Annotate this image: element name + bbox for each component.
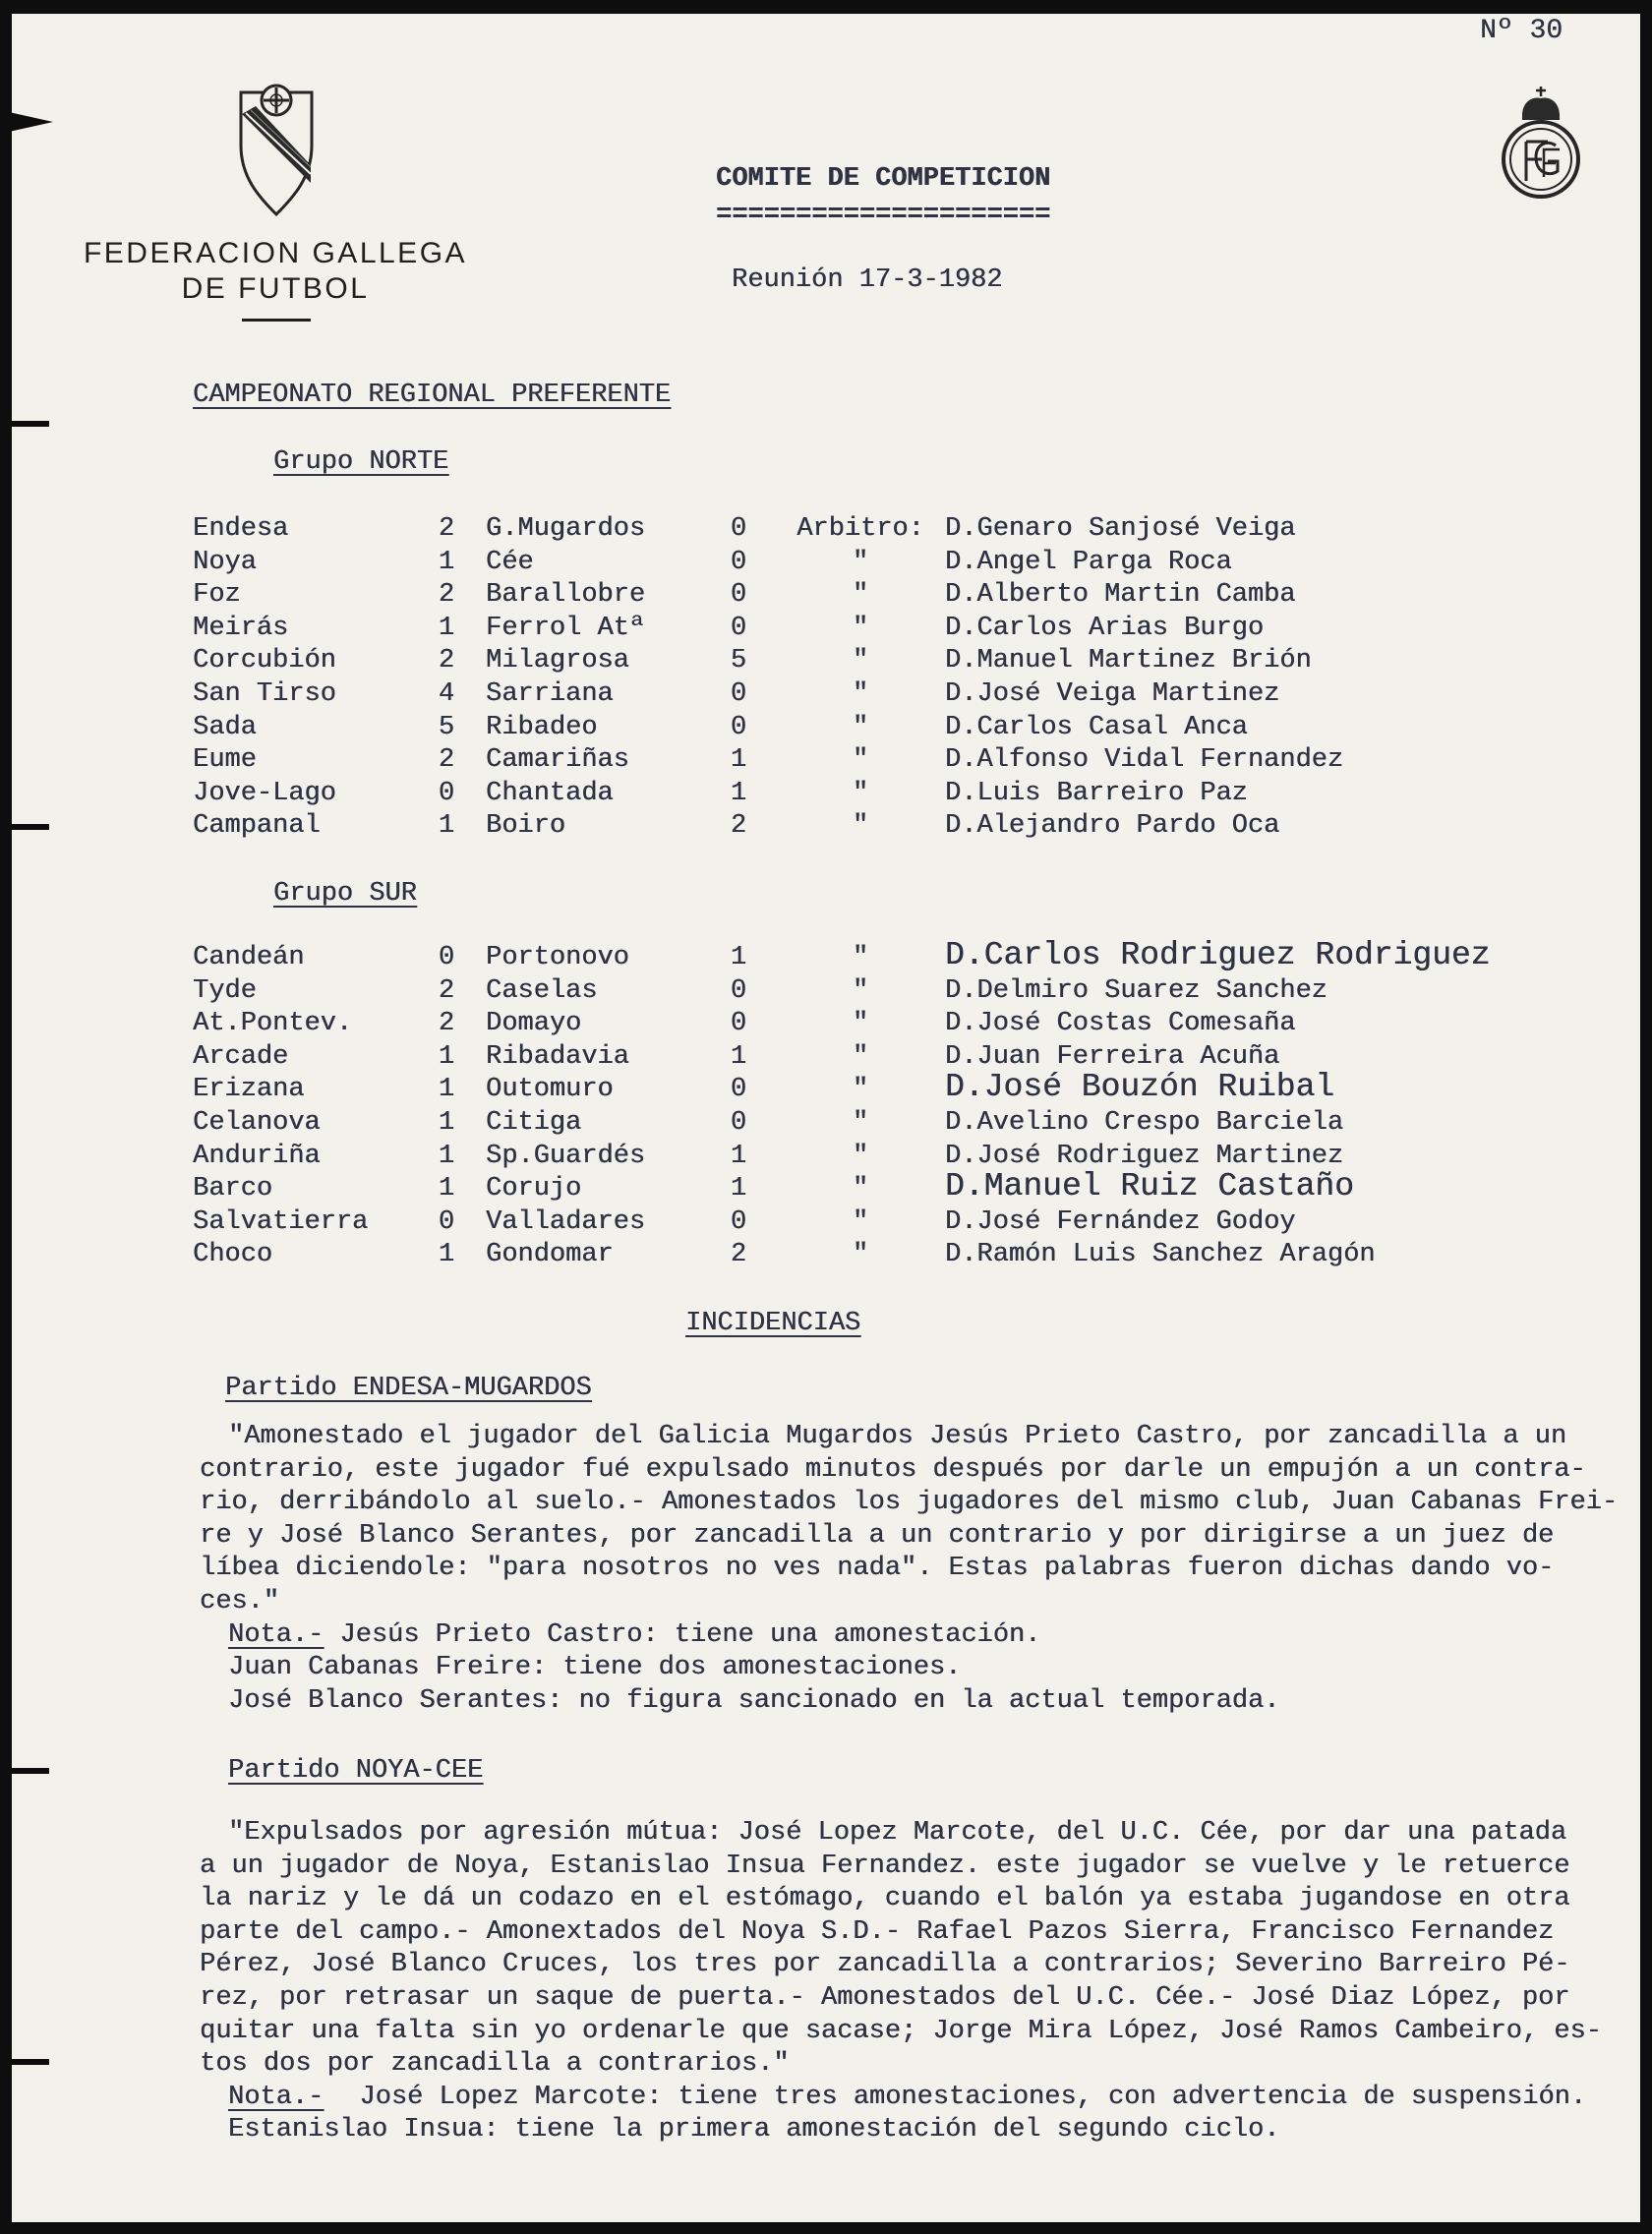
home-team: Jove-Lago bbox=[193, 778, 336, 808]
away-team: Barallobre bbox=[486, 580, 646, 611]
note-label: Nota.- bbox=[228, 1619, 324, 1650]
home-goals: 0 bbox=[438, 943, 455, 972]
referee-label: " bbox=[852, 547, 869, 577]
match-report-title: Partido ENDESA-MUGARDOS bbox=[225, 1374, 592, 1403]
home-team: Salvatierra bbox=[193, 1206, 369, 1237]
home-goals: 1 bbox=[438, 1174, 455, 1205]
away-team: Citiga bbox=[486, 1107, 582, 1138]
group-sur-heading: Grupo SUR bbox=[273, 879, 417, 909]
referee-name: D.Delmiro Suarez Sanchez bbox=[945, 975, 1328, 1006]
away-goals: 0 bbox=[730, 712, 747, 742]
referee-name: D.José Rodriguez Martinez bbox=[945, 1141, 1344, 1171]
referee-name: D.José Veiga Martinez bbox=[945, 678, 1280, 709]
referee-name: D.Carlos Rodriguez Rodriguez bbox=[945, 937, 1491, 973]
away-goals: 1 bbox=[730, 1141, 747, 1171]
group-sur-results bbox=[0, 937, 1652, 1272]
report-line: quitar una falta sin yo ordenarle que sacase; Jorge Mira López, José Ramos Cambeiro, es- bbox=[200, 2016, 1602, 2046]
note-text: José Blanco Serantes: no figura sancionado en la actual temporada. bbox=[228, 1685, 1280, 1716]
federation-name-line2: DE FUTBOL bbox=[181, 272, 370, 305]
referee-name: D.Luis Barreiro Paz bbox=[945, 778, 1248, 808]
referee-label: " bbox=[852, 1107, 869, 1138]
home-goals: 1 bbox=[438, 811, 455, 842]
referee-label: Arbitro: bbox=[796, 514, 924, 544]
federation-rule bbox=[242, 319, 311, 322]
note-text: José Lopez Marcote: tiene tres amonestaciones, con advertencia de suspensión. bbox=[359, 2082, 1587, 2112]
match-report-body bbox=[200, 1817, 1602, 2147]
referee-name: D.Manuel Martinez Brión bbox=[945, 646, 1312, 676]
report-line: Pérez, José Blanco Cruces, los tres por zancadilla a contrarios; Severino Barreiro Pé- bbox=[200, 1950, 1570, 1980]
home-goals: 2 bbox=[438, 514, 455, 544]
away-team: Chantada bbox=[486, 778, 614, 808]
away-goals: 0 bbox=[730, 678, 747, 709]
home-team: Sada bbox=[193, 712, 257, 742]
away-team: Camariñas bbox=[486, 745, 629, 776]
referee-label: " bbox=[852, 646, 869, 676]
referee-label: " bbox=[852, 975, 869, 1006]
home-goals: 2 bbox=[438, 1009, 455, 1039]
away-goals: 0 bbox=[730, 975, 747, 1006]
match-row bbox=[0, 613, 1652, 646]
referee-name: D.Avelino Crespo Barciela bbox=[945, 1107, 1344, 1138]
referee-name: D.Manuel Ruiz Castaño bbox=[945, 1168, 1354, 1205]
home-goals: 1 bbox=[438, 1075, 455, 1105]
away-goals: 0 bbox=[730, 1075, 747, 1105]
match-row bbox=[0, 1141, 1652, 1174]
away-team: Milagrosa bbox=[486, 646, 629, 676]
away-team: Domayo bbox=[486, 1009, 582, 1039]
home-team: At.Pontev. bbox=[193, 1009, 353, 1039]
home-goals: 2 bbox=[438, 646, 455, 676]
referee-name: D.Alberto Martin Camba bbox=[945, 580, 1296, 611]
referee-name: D.Alfonso Vidal Fernandez bbox=[945, 745, 1344, 776]
referee-name: D.José Fernández Godoy bbox=[945, 1206, 1296, 1237]
meeting-date: Reunión 17-3-1982 bbox=[732, 265, 1003, 295]
match-row bbox=[0, 744, 1652, 778]
match-row bbox=[0, 937, 1652, 975]
referee-label: " bbox=[852, 580, 869, 611]
match-row bbox=[0, 1008, 1652, 1041]
referee-label: " bbox=[852, 1141, 869, 1171]
away-team: Outomuro bbox=[486, 1075, 614, 1105]
home-team: Campanal bbox=[193, 811, 321, 842]
federation-name-line1: FEDERACION GALLEGA bbox=[83, 237, 468, 269]
incidents-heading: INCIDENCIAS bbox=[685, 1309, 861, 1338]
referee-label: " bbox=[852, 943, 869, 972]
match-row bbox=[0, 645, 1652, 678]
away-goals: 0 bbox=[730, 1107, 747, 1138]
away-team: Ferrol Atª bbox=[486, 613, 646, 643]
note-text: Juan Cabanas Freire: tiene dos amonestaciones. bbox=[228, 1653, 962, 1683]
home-goals: 2 bbox=[438, 580, 455, 611]
away-goals: 0 bbox=[730, 514, 747, 544]
binder-mark bbox=[0, 421, 49, 427]
match-report-body bbox=[200, 1421, 1618, 1718]
note-label: Nota.- bbox=[228, 2082, 324, 2112]
referee-label: " bbox=[852, 1009, 869, 1039]
crowned-emblem-icon bbox=[1499, 87, 1583, 201]
home-goals: 2 bbox=[438, 975, 455, 1006]
away-team: G.Mugardos bbox=[486, 514, 646, 544]
note-line bbox=[200, 2082, 1602, 2115]
away-goals: 0 bbox=[730, 613, 747, 643]
referee-label: " bbox=[852, 712, 869, 742]
home-team: Candeán bbox=[193, 943, 305, 972]
away-team: Portonovo bbox=[486, 943, 629, 972]
referee-label: " bbox=[852, 1240, 869, 1270]
match-row bbox=[0, 1107, 1652, 1141]
match-row bbox=[0, 1041, 1652, 1075]
match-row bbox=[0, 1206, 1652, 1240]
page-title: COMITE DE COMPETICION bbox=[716, 164, 1051, 194]
home-team: San Tirso bbox=[193, 678, 336, 709]
championship-heading: CAMPEONATO REGIONAL PREFERENTE bbox=[193, 381, 672, 410]
away-team: Caselas bbox=[486, 975, 598, 1006]
away-team: Corujo bbox=[486, 1174, 582, 1205]
report-line: contrario, este jugador fué expulsado minutos después por darle un empujón a un contra- bbox=[200, 1454, 1586, 1485]
report-line: tos dos por zancadilla a contrarios." bbox=[200, 2049, 790, 2080]
referee-name: D.Genaro Sanjosé Veiga bbox=[945, 514, 1296, 544]
referee-name: D.José Bouzón Ruibal bbox=[945, 1069, 1335, 1106]
report-line: rio, derribándolo al suelo.- Amonestados los jugadores del mismo club, Juan Cabanas Frei- bbox=[200, 1488, 1619, 1518]
referee-label: " bbox=[852, 1075, 869, 1105]
match-row bbox=[0, 810, 1652, 844]
home-goals: 1 bbox=[438, 547, 455, 577]
away-goals: 0 bbox=[730, 1206, 747, 1237]
referee-name: D.José Costas Comesaña bbox=[945, 1009, 1296, 1039]
referee-label: " bbox=[852, 678, 869, 709]
report-line: rez, por retrasar un saque de puerta.- Amonestados del U.C. Cée.- José Diaz López, por bbox=[200, 1982, 1570, 2013]
referee-label: " bbox=[852, 613, 869, 643]
home-goals: 1 bbox=[438, 1041, 455, 1072]
home-goals: 1 bbox=[438, 613, 455, 643]
match-row bbox=[0, 1168, 1652, 1206]
match-row bbox=[0, 1069, 1652, 1107]
note-text: Estanislao Insua: tiene la primera amonestación del segundo ciclo. bbox=[228, 2115, 1280, 2146]
match-row bbox=[0, 778, 1652, 811]
note-text: Jesús Prieto Castro: tiene una amonestación. bbox=[339, 1619, 1041, 1650]
referee-name: D.Alejandro Pardo Oca bbox=[945, 811, 1280, 842]
away-goals: 1 bbox=[730, 943, 747, 972]
home-team: Eume bbox=[193, 745, 257, 776]
referee-label: " bbox=[852, 1041, 869, 1072]
note-line bbox=[200, 1652, 1618, 1685]
title-rule: ===================== bbox=[716, 201, 1051, 230]
report-line: re y José Blanco Serantes, por zancadilla a un contrario y por dirigirse a un juez de bbox=[200, 1520, 1555, 1551]
referee-label: " bbox=[852, 778, 869, 808]
home-goals: 0 bbox=[438, 1206, 455, 1237]
away-goals: 0 bbox=[730, 547, 747, 577]
home-team: Celanova bbox=[193, 1107, 321, 1138]
home-goals: 2 bbox=[438, 745, 455, 776]
match-report-title: Partido NOYA-CEE bbox=[228, 1756, 484, 1786]
match-row bbox=[0, 712, 1652, 745]
binder-mark bbox=[0, 110, 53, 134]
referee-label: " bbox=[852, 811, 869, 842]
away-goals: 1 bbox=[730, 745, 747, 776]
match-row bbox=[0, 1239, 1652, 1272]
away-team: Sarriana bbox=[486, 678, 614, 709]
referee-name: D.Angel Parga Roca bbox=[945, 547, 1232, 577]
home-goals: 1 bbox=[438, 1141, 455, 1171]
away-goals: 1 bbox=[730, 1174, 747, 1205]
home-team: Arcade bbox=[193, 1041, 289, 1072]
home-goals: 0 bbox=[438, 778, 455, 808]
home-team: Meirás bbox=[193, 613, 289, 643]
referee-name: D.Carlos Casal Anca bbox=[945, 712, 1248, 742]
match-row bbox=[0, 579, 1652, 613]
home-team: Barco bbox=[193, 1174, 273, 1205]
note-line bbox=[200, 2114, 1602, 2147]
home-goals: 1 bbox=[438, 1107, 455, 1138]
away-team: Gondomar bbox=[486, 1240, 614, 1270]
away-goals: 1 bbox=[730, 778, 747, 808]
away-team: Sp.Guardés bbox=[486, 1141, 646, 1171]
home-goals: 4 bbox=[438, 678, 455, 709]
home-team: Corcubión bbox=[193, 646, 336, 676]
report-line: "Expulsados por agresión mútua: José Lopez Marcote, del U.C. Cée, por dar una patada bbox=[228, 1818, 1567, 1848]
home-team: Erizana bbox=[193, 1075, 305, 1105]
home-team: Foz bbox=[193, 580, 241, 611]
match-row bbox=[0, 975, 1652, 1009]
away-goals: 0 bbox=[730, 580, 747, 611]
report-line: "Amonestado el jugador del Galicia Mugardos Jesús Prieto Castro, por zancadilla a un bbox=[228, 1422, 1567, 1451]
binder-mark bbox=[0, 1768, 49, 1774]
referee-name: D.Juan Ferreira Acuña bbox=[945, 1041, 1280, 1072]
match-row bbox=[0, 678, 1652, 712]
referee-label: " bbox=[852, 745, 869, 776]
away-team: Cée bbox=[486, 547, 534, 577]
note-line bbox=[200, 1685, 1618, 1719]
away-goals: 5 bbox=[730, 646, 747, 676]
home-team: Choco bbox=[193, 1240, 273, 1270]
away-goals: 2 bbox=[730, 811, 747, 842]
referee-name: D.Carlos Arias Burgo bbox=[945, 613, 1265, 643]
group-norte-heading: Grupo NORTE bbox=[273, 447, 449, 477]
home-team: Tyde bbox=[193, 975, 257, 1006]
away-goals: 2 bbox=[730, 1240, 747, 1270]
binder-mark bbox=[0, 2059, 49, 2065]
report-line: parte del campo.- Amonextados del Noya S.D.- Rafael Pazos Sierra, Francisco Fernandez bbox=[200, 1916, 1555, 1947]
away-goals: 0 bbox=[730, 1009, 747, 1039]
shield-crest-icon bbox=[235, 81, 318, 218]
report-line: líbea diciendole: "para nosotros no ves nada". Estas palabras fueron dichas dando vo- bbox=[200, 1554, 1555, 1584]
home-team: Anduriña bbox=[193, 1141, 321, 1171]
report-line: a un jugador de Noya, Estanislao Insua Fernandez. este jugador se vuelve y le retuerce bbox=[200, 1851, 1570, 1881]
match-row bbox=[0, 547, 1652, 580]
home-goals: 1 bbox=[438, 1240, 455, 1270]
away-team: Valladares bbox=[486, 1206, 646, 1237]
referee-label: " bbox=[852, 1206, 869, 1237]
report-line: la nariz y le dá un codazo en el estómago, cuando el balón ya estaba jugandose en otra bbox=[200, 1884, 1570, 1914]
away-team: Ribadavia bbox=[486, 1041, 629, 1072]
home-team: Endesa bbox=[193, 514, 289, 544]
away-team: Boiro bbox=[486, 811, 566, 842]
note-line bbox=[200, 1619, 1618, 1653]
page-number: Nº 30 bbox=[1480, 16, 1564, 46]
away-goals: 1 bbox=[730, 1041, 747, 1072]
referee-name: D.Ramón Luis Sanchez Aragón bbox=[945, 1240, 1376, 1270]
home-goals: 5 bbox=[438, 712, 455, 742]
group-norte-results bbox=[0, 513, 1652, 844]
referee-label: " bbox=[852, 1174, 869, 1205]
match-row bbox=[0, 513, 1652, 547]
away-team: Ribadeo bbox=[486, 712, 598, 742]
home-team: Noya bbox=[193, 547, 257, 577]
report-line: ces." bbox=[200, 1586, 280, 1617]
